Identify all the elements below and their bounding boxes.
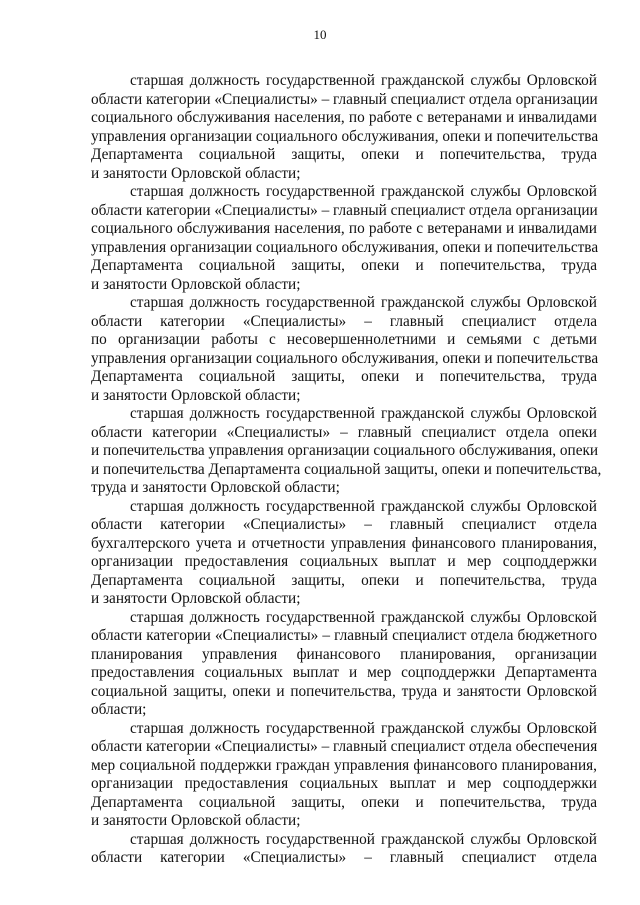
text-line: социального обслуживания населения, по работе с ветеранами и инвалидами (91, 220, 597, 237)
text-line: Департамента социальной защиты, опеки и попечительства, труда (91, 571, 597, 589)
text-line: старшая должность государственной гражданской службы Орловской (130, 608, 597, 626)
text-line: и занятости Орловской области; (91, 275, 301, 293)
text-line: области категории «Специалисты» – главный специалист отдела бюджетного (91, 627, 597, 644)
text-line: социального обслуживания населения, по работе с ветеранами и инвалидами (91, 109, 597, 126)
text-line: области категории «Специалисты» – главный специалист отдела (91, 312, 597, 330)
text-line: предоставления социальных выплат и мер соцподдержки Департамента (91, 664, 597, 681)
text-line: по организации работы с несовершеннолетними и семьями с детьми (91, 331, 597, 348)
text-line: области категории «Специалисты» – главный специалист отдела (91, 849, 597, 866)
text-line: бухгалтерского учета и отчетности управления финансового планирования, (91, 534, 597, 552)
text-line: и занятости Орловской области; (91, 590, 301, 607)
paragraph (91, 720, 597, 831)
text-line: управления организации социального обслуживания, опеки и попечительства (91, 238, 599, 256)
text-line: старшая должность государственной гражданской службы Орловской (130, 405, 597, 422)
paragraph (91, 72, 597, 183)
text-line: старшая должность государственной гражданской службы Орловской (130, 719, 597, 737)
text-line: управления организации социального обслуживания, опеки и попечительства (91, 127, 599, 145)
text-line: области категории «Специалисты» – главный специалист отдела опеки (91, 423, 597, 441)
text-line: и попечительства Департамента социальной защиты, опеки и попечительства, (91, 460, 602, 478)
paragraph (91, 498, 597, 609)
text-line: планирования управления финансового планирования, организации (91, 645, 597, 663)
text-line: и занятости Орловской области; (91, 812, 301, 829)
text-line: области категории «Специалисты» – главный специалист отдела организации (91, 90, 598, 108)
text-line: старшая должность государственной гражданской службы Орловской (130, 183, 597, 200)
text-line: мер социальной поддержки граждан управления финансового планирования, (91, 756, 597, 774)
text-line: области категории «Специалисты» – главный специалист отдела организации (91, 201, 598, 219)
text-line: и занятости Орловской области; (91, 164, 301, 182)
page-number: 10 (313, 27, 327, 42)
text-line: социальной защиты, опеки и попечительства, труда и занятости Орловской (91, 682, 597, 700)
text-line: Департамента социальной защиты, опеки и попечительства, труда (91, 793, 597, 811)
text-line: и занятости Орловской области; (91, 386, 301, 404)
text-line: старшая должность государственной гражданской службы Орловской (130, 72, 597, 89)
text-line: управления организации социального обслуживания, опеки и попечительства (91, 349, 599, 367)
text-line: организации предоставления социальных выплат и мер соцподдержки (91, 553, 597, 570)
text-line: Департамента социальной защиты, опеки и попечительства, труда (91, 146, 597, 163)
text-line: области категории «Специалисты» – главный специалист отдела обеспечения (91, 738, 598, 755)
text-line: труда и занятости Орловской области; (91, 479, 340, 496)
paragraph (91, 294, 597, 405)
text-line: и попечительства управления организации социального обслуживания, опеки (91, 442, 599, 459)
text-line: старшая должность государственной гражданской службы Орловской (130, 497, 597, 515)
text-line: организации предоставления социальных выплат и мер соцподдержки (91, 775, 597, 792)
text-line: Департамента социальной защиты, опеки и попечительства, труда (91, 257, 597, 274)
text-line: старшая должность государственной гражданской службы Орловской (130, 294, 597, 311)
paragraph (91, 183, 597, 294)
text-line: Департамента социальной защиты, опеки и попечительства, труда (91, 368, 597, 385)
document-body (91, 72, 602, 868)
paragraph (91, 609, 597, 720)
text-line: области категории «Специалисты» – главный специалист отдела (91, 516, 597, 533)
text-line: старшая должность государственной гражданской службы Орловской (130, 830, 597, 848)
text-line: области; (91, 701, 147, 718)
paragraph (91, 405, 602, 498)
paragraph (91, 831, 597, 868)
